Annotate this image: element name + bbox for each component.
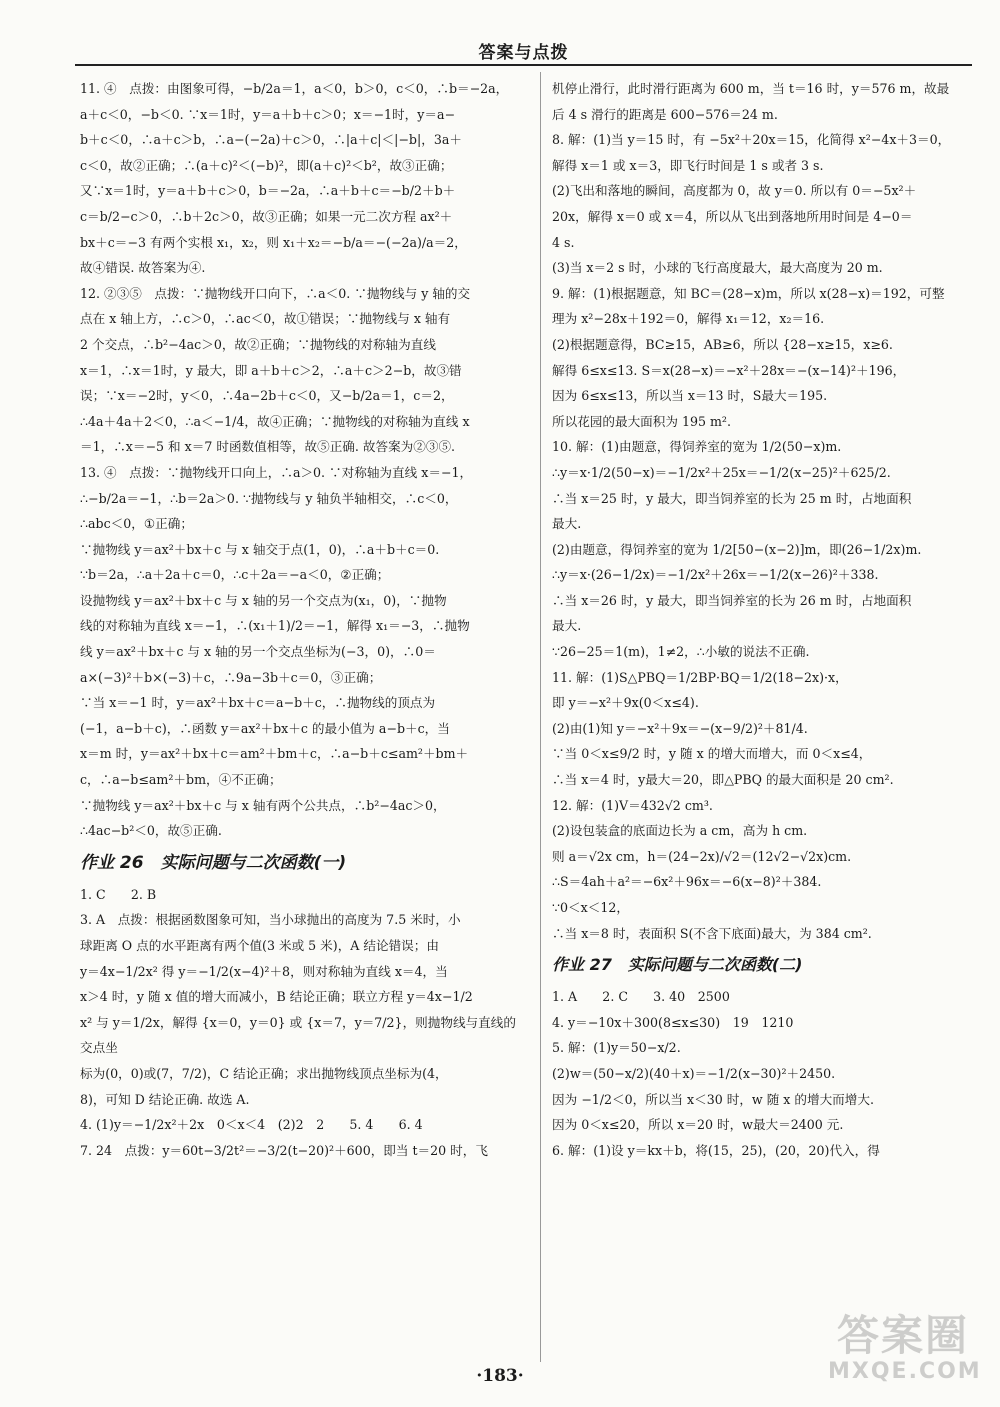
section-title: 作业 27 实际问题与二次函数(二)	[552, 955, 803, 975]
watermark-url: MXQE.COM	[828, 1359, 982, 1384]
answer-line: a＋c＜0，−b＜0. ∵x＝1时，y＝a＋b＋c＞0；x＝−1时，y＝a−	[80, 106, 456, 122]
answer-line: a×(−3)²＋b×(−3)＋c，∴9a−3b＋c＝0，③正确；	[80, 669, 382, 685]
answer-line: (3)当 x＝2 s 时，小球的飞行高度最大，最大高度为 20 m.	[552, 260, 883, 276]
answer-line: 1. C 2. B	[80, 886, 157, 902]
answer-line: ∴abc＜0，①正确；	[80, 516, 193, 532]
answer-line: 理为 x²−28x＋192＝0，解得 x₁＝12，x₂＝16.	[552, 311, 825, 327]
answer-line: 4. (1)y＝−1/2x²＋2x 0＜x＜4 (2)2 2 5. 4 6. 4	[80, 1117, 423, 1133]
answer-line: (2)由题意，得饲养室的宽为 1/2[50−(x−2)]m，即(26−1/2x)m.	[552, 541, 922, 557]
answer-line: (2)设包装盒的底面边长为 a cm，高为 h cm.	[552, 823, 808, 839]
answer-line: 因为 0＜x≤20，所以 x＝20 时，w最大＝2400 元.	[552, 1117, 844, 1133]
answer-line: (2)由(1)知 y＝−x²＋9x＝−(x−9/2)²＋81/4.	[552, 720, 808, 736]
answer-line: ∵抛物线 y＝ax²＋bx＋c 与 x 轴有两个公共点，∴b²−4ac＞0，	[80, 797, 446, 813]
answer-line: c＝b/2−c＞0，∴b＋2c＞0，故③正确；如果一元二次方程 ax²＋	[80, 208, 453, 224]
answer-line: 后 4 s 滑行的距离是 600−576＝24 m.	[552, 106, 778, 122]
answer-line: 又∵x＝1时，y＝a＋b＋c＞0，b＝−2a，∴a＋b＋c＝−b/2＋b＋	[80, 183, 456, 199]
answer-line: (2)根据题意得，BC≥15，AB≥6，所以 {28−x≥15，x≥6.	[552, 336, 893, 352]
answer-line: 因为 −1/2＜0，所以当 x＜30 时，w 随 x 的增大而增大.	[552, 1091, 874, 1107]
answer-line: ∴当 x＝25 时，y 最大，即当饲养室的长为 25 m 时，占地面积	[552, 490, 912, 506]
answer-line: x＞4 时，y 随 x 值的增大而减小，B 结论正确；联立方程 y＝4x−1/2	[80, 989, 473, 1005]
answer-line: ∵抛物线 y＝ax²＋bx＋c 与 x 轴交于点(1，0)，∴a＋b＋c＝0.	[80, 541, 440, 557]
answer-line: 球距离 O 点的水平距离有两个值(3 米或 5 米)，A 结论错误；由	[80, 938, 439, 953]
answer-line: ∴当 x＝8 时，表面积 S(不含下底面)最大，为 384 cm².	[552, 925, 872, 941]
answer-line: 最大.	[552, 618, 582, 634]
header-title: 答案与点拨	[478, 43, 569, 63]
answer-line: 即 y＝−x²＋9x(0＜x≤4).	[552, 695, 699, 711]
answer-line: 9. 解：(1)根据题意，知 BC＝(28−x)m，所以 x(28−x)＝192，可整	[552, 285, 945, 301]
answer-line: 6. 解：(1)设 y＝kx＋b，将(15，25)，(20，20)代入，得	[552, 1142, 880, 1158]
answer-line: 解得 x＝1 或 x＝3，即飞行时间是 1 s 或者 3 s.	[552, 157, 824, 173]
answer-line: 则 a＝√2x cm，h＝(24−2x)/√2＝(12√2−√2x)cm.	[552, 848, 852, 864]
answer-line: ∵当 x＝−1 时，y＝ax²＋bx＋c＝a−b＋c，∴抛物线的顶点为	[80, 695, 436, 711]
answer-line: 机停止滑行，此时滑行距离为 600 m，当 t＝16 时，y＝576 m，故最	[552, 81, 950, 96]
answer-line: 因为 6≤x≤13，所以当 x＝13 时，S最大＝195.	[552, 388, 828, 404]
answer-line: y＝4x−1/2x² 得 y＝−1/2(x−4)²＋8，则对称轴为直线 x＝4，当	[80, 963, 448, 979]
page-header	[75, 38, 972, 66]
answer-line: 故④错误. 故答案为④.	[80, 260, 206, 276]
answer-line: ∴当 x＝26 时，y 最大，即当饲养室的长为 26 m 时，占地面积	[552, 592, 912, 608]
answer-line: c，∴a−b≤am²＋bm，④不正确；	[80, 772, 282, 788]
answer-line: 10. 解：(1)由题意，得饲养室的宽为 1/2(50−x)m.	[552, 439, 842, 455]
answer-line: ∴4a＋4a＋2＜0，∴a＜−1/4，故④正确；∵抛物线的对称轴为直线 x	[80, 413, 470, 429]
answer-line: ∴当 x＝4 时，y最大＝20，即△PBQ 的最大面积是 20 cm².	[552, 772, 894, 788]
answer-line: ∵26−25＝1(m)，1≠2，∴小敏的说法不正确.	[552, 644, 810, 660]
answer-line: 4 s.	[552, 234, 575, 250]
answer-line: 7. 24 点拨：y＝60t−3/2t²＝−3/2(t−20)²＋600，即当 t＝20 时，飞	[80, 1142, 488, 1158]
answer-line: x² 与 y＝1/2x，解得 {x＝0，y＝0} 或 {x＝7，y＝7/2}，则抛物线与直线的交点坐	[80, 1014, 516, 1056]
answer-line: 11. ④ 点拨：由图象可得，−b/2a＝1，a＜0，b＞0，c＜0，∴b＝−2a，	[80, 81, 509, 96]
answer-line: (−1，a−b＋c)，∴函数 y＝ax²＋bx＋c 的最小值为 a−b＋c，当	[80, 720, 450, 736]
answer-line: 2 个交点，∴b²−4ac＞0，故②正确；∵抛物线的对称轴为直线	[80, 336, 436, 352]
answer-line: 误；∵x＝−2时，y＜0，∴4a−2b＋c＜0，又−b/2a＝1，c＝2，	[80, 388, 454, 404]
answer-line: b＋c＜0，∴a＋c＞b，∴a−(−2a)＋c＞0，∴|a＋c|＜|−b|，3a＋	[80, 132, 462, 148]
answer-line: 1. A 2. C 3. 40 2500	[552, 989, 730, 1005]
answer-line: c＜0，故②正确；∴(a＋c)²＜(−b)²，即(a＋c)²＜b²，故③正确；	[80, 157, 453, 173]
page-number: ·183·	[476, 1366, 524, 1386]
left-column	[80, 76, 528, 1163]
answer-line: 点在 x 轴上方，∴c＞0，∴ac＜0，故①错误；∵抛物线与 x 轴有	[80, 311, 451, 327]
answer-line: 线的对称轴为直线 x＝−1，∴(x₁＋1)/2＝−1，解得 x₁＝−3，∴抛物	[80, 618, 470, 634]
answer-line: 11. 解：(1)S△PBQ＝1/2BP·BQ＝1/2(18−2x)·x，	[552, 669, 848, 685]
answer-line: x＝m 时，y＝ax²＋bx＋c＝am²＋bm＋c，∴a−b＋c≤am²＋bm＋	[80, 746, 469, 762]
answer-line: ∴−b/2a＝−1，∴b＝2a＞0. ∵抛物线与 y 轴负半轴相交，∴c＜0，	[80, 490, 458, 506]
answer-line: 3. A 点拨：根据函数图象可知，当小球抛出的高度为 7.5 米时，小	[80, 912, 461, 928]
watermark-logo	[828, 1311, 982, 1393]
answer-line: 13. ④ 点拨：∵抛物线开口向上，∴a＞0. ∵对称轴为直线 x＝−1，	[80, 464, 473, 480]
watermark-text: 答案圈	[836, 1311, 969, 1360]
answer-line: bx＋c＝−3 有两个实根 x₁，x₂，则 x₁＋x₂＝−b/a＝−(−2a)/a＝2，	[80, 234, 467, 250]
answer-line: 12. ②③⑤ 点拨：∵抛物线开口向下，∴a＜0. ∵抛物线与 y 轴的交	[80, 285, 471, 301]
answer-line: (2)w＝(50−x/2)(40＋x)＝−1/2(x−30)²＋2450.	[552, 1065, 836, 1081]
answer-line: ∵0＜x＜12，	[552, 900, 629, 915]
answer-line: ∴S＝4ah＋a²＝−6x²＋96x＝−6(x−8)²＋384.	[552, 874, 822, 890]
answer-line: 所以花园的最大面积为 195 m².	[552, 413, 731, 429]
answer-line: 8. 解：(1)当 y＝15 时，有 −5x²＋20x＝15，化简得 x²−4x＋3＝0，	[552, 132, 951, 148]
answer-line: 4. y＝−10x＋300(8≤x≤30) 19 1210	[552, 1014, 794, 1030]
answer-line: 线 y＝ax²＋bx＋c 与 x 轴的另一个交点坐标为(−3，0)，∴0＝	[80, 644, 436, 660]
answer-line: 12. 解：(1)V＝432√2 cm³.	[552, 797, 713, 813]
answer-line: ＝1，∴x＝−5 和 x＝7 时函数值相等，故⑤正确. 故答案为②③⑤.	[80, 439, 456, 455]
column-divider	[540, 72, 541, 1362]
answer-line: 最大.	[552, 516, 582, 532]
section-title: 作业 26 实际问题与二次函数(一)	[80, 852, 347, 873]
answer-line: ∴y＝x·(26−1/2x)＝−1/2x²＋26x＝−1/2(x−26)²＋338.	[552, 567, 879, 583]
answer-line: x＝1，∴x＝1时，y 最大，即 a＋b＋c＞2，∴a＋c＞2−b，故③错	[80, 362, 462, 378]
answer-line: (2)飞出和落地的瞬间，高度都为 0，故 y＝0. 所以有 0＝−5x²＋	[552, 183, 917, 199]
answer-line: ∵b＝2a，∴a＋2a＋c＝0，∴c＋2a＝−a＜0，②正确；	[80, 567, 390, 583]
answer-line: 解得 6≤x≤13. S＝x(28−x)＝−x²＋28x＝−(x−14)²＋196，	[552, 362, 906, 378]
answer-line: 标为(0，0)或(7，7/2)，C 结论正确；求出抛物线顶点坐标为(4，	[80, 1065, 448, 1081]
answer-line: ∴y＝x·1/2(50−x)＝−1/2x²＋25x＝−1/2(x−25)²＋625/2.	[552, 464, 891, 480]
answer-line: 5. 解：(1)y＝50−x/2.	[552, 1040, 681, 1056]
right-column	[552, 76, 977, 1163]
answer-line: 8)，可知 D 结论正确. 故选 A.	[80, 1091, 250, 1107]
answer-line: 设抛物线 y＝ax²＋bx＋c 与 x 轴的另一个交点为(x₁，0)，∵抛物	[80, 592, 447, 608]
answer-line: 20x，解得 x＝0 或 x＝4，所以从飞出到落地所用时间是 4−0＝	[552, 208, 913, 224]
answer-line: ∵当 0＜x≤9/2 时，y 随 x 的增大而增大，而 0＜x≤4，	[552, 746, 872, 762]
answer-line: ∴4ac−b²＜0，故⑤正确.	[80, 823, 222, 839]
